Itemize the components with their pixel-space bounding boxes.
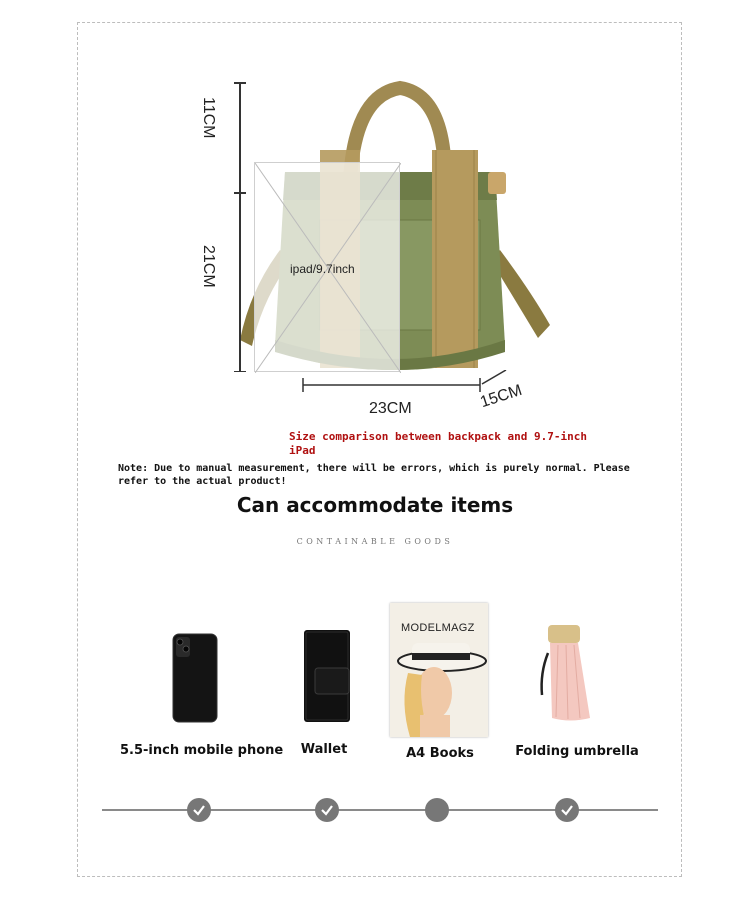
magazine-title: MODELMAGZ — [401, 622, 475, 634]
umbrella-icon — [538, 623, 600, 723]
blank-dot-icon — [425, 798, 449, 822]
magazine-cover-art — [390, 603, 488, 737]
item-label-wallet: Wallet — [300, 742, 348, 757]
check-icon — [187, 798, 211, 822]
handle-height-label: 11CM — [200, 97, 217, 139]
size-comparison-caption: Size comparison between backpack and 9.7-inch iPad — [289, 430, 588, 457]
section-subtitle: CONTAINABLE GOODS — [296, 537, 454, 546]
check-icon — [555, 798, 579, 822]
phone-icon — [172, 633, 218, 723]
item-label-book: A4 Books — [406, 746, 474, 761]
book-icon — [390, 603, 488, 737]
item-label-phone: 5.5-inch mobile phone — [120, 743, 284, 758]
depth-label: 15CM — [478, 381, 525, 412]
item-label-umbrella: Folding umbrella — [515, 744, 639, 759]
ipad-size-label: ipad/9.7inch — [290, 262, 355, 276]
wallet-icon — [303, 628, 351, 724]
width-label: 23CM — [369, 400, 412, 417]
body-height-label: 21CM — [200, 245, 217, 288]
height-dimension-line — [234, 82, 246, 372]
check-icon — [315, 798, 339, 822]
section-title: Can accommodate items — [236, 493, 514, 517]
measurement-note: Note: Due to manual measurement, there will be errors, which is purely normal. Please refer to the actual product! — [118, 463, 630, 487]
